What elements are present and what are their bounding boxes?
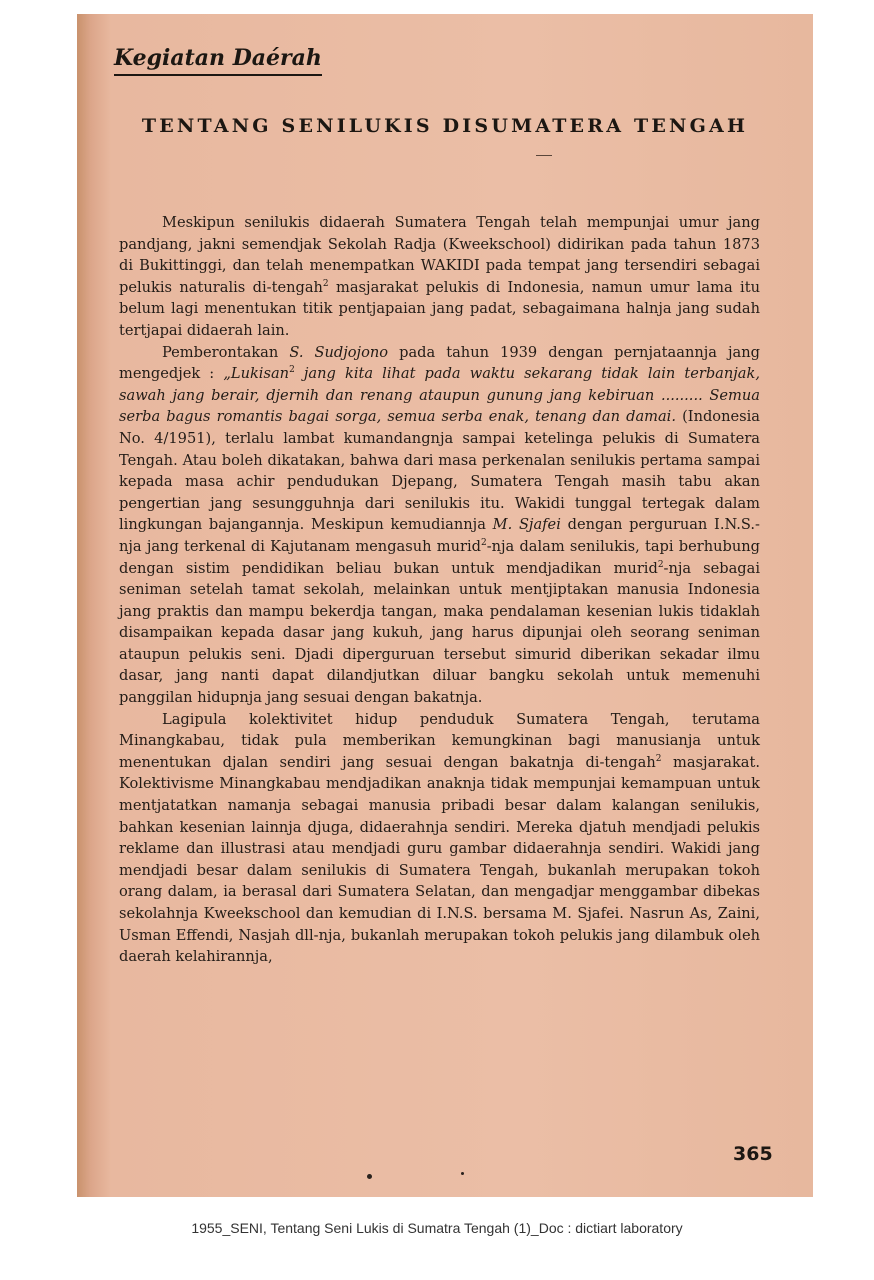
text-run: (Indonesia No. 4/1951), terlalu lambat kumandangnja sampai ketelinga pelukis di Sumatera Tengah. Atau boleh dikatakan, bahwa dari masa perkenalan senilukis pertama sampai kepada masa achir pendudukan Djepang, Sumatera Tengah masih tabu akan pengertian jang sesungguhnja dari senilukis itu. Wakidi tunggal tertegak dalam lingkungan bajangannja. Meskipun kemudiannja — [119, 408, 760, 534]
speck-mark — [367, 1174, 372, 1179]
section-label: Kegiatan Daérah — [114, 44, 322, 76]
italic-text: „Lukisan — [223, 365, 290, 383]
article-body — [119, 212, 760, 968]
superscript: 2 — [657, 559, 664, 570]
text-run: Pemberontakan — [162, 343, 290, 361]
italic-text: S. Sudjojono — [289, 343, 389, 361]
paragraph — [119, 212, 760, 342]
scanned-page — [77, 14, 813, 1197]
superscript: 2 — [655, 753, 662, 764]
text-run: Meskipun senilukis didaerah Sumatera Tengah telah mempunjai umur jang pandjang, jakni semendjak Sekolah Radja (Kweekschool) didirikan pada tahun 1873 di Bukittinggi, dan telah menempatkan WAKIDI pada tempat jang tersendiri sebagai pelukis naturalis di-tengah — [119, 214, 760, 296]
text-run: -nja dalam senilukis, tapi berhubung dengan sistim pendidikan beliau bukan untuk mendjadikan murid — [119, 537, 760, 577]
text-run: -nja sebagai seniman setelah tamat sekolah, melainkan untuk mentjiptakan manusia Indonesia jang praktis dan mampu bekerdja tangan, maka pendalaman kesenian lukis tidaklah disampaikan kepada dasar jang kukuh, jang harus dipunjai oleh seorang seniman ataupun pelukis seni. Djadi diperguruan tersebut simurid diberikan sekadar ilmu dasar, jang nanti dapat dilandjutkan diluar bangku sekolah untuk memenuhi panggilan hidupnja jang sesuai dengan bakatnja. — [119, 559, 760, 707]
article-title: TENTANG SENILUKIS DISUMATERA TENGAH — [141, 115, 749, 137]
italic-text: jang kita lihat pada waktu sekarang tidak lain terbanjak, sawah jang berair, djernih dan renang ataupun gunung jang kebiruan ......... Semua serba bagus romantis bagai sorga, semua serba enak, tenang dan damai. — [119, 365, 760, 426]
speck-mark — [461, 1172, 464, 1175]
paragraph — [119, 709, 760, 968]
superscript: 2 — [322, 278, 329, 289]
text-run: dengan perguruan I.N.S.-nja jang terkenal di Kajutanam mengasuh murid — [119, 516, 760, 555]
superscript: 2 — [289, 365, 295, 376]
paragraph — [119, 342, 760, 709]
text-run: masjarakat. Kolektivisme Minangkabau mendjadikan anaknja tidak mempunjai kemampuan untuk mentjatatkan namanja sebagai manusia pribadi besar dalam kalangan senilukis, bahkan kesenian lainnja djuga, didaerahnja sendiri. Mereka djatuh mendjadi pelukis reklame dan illustrasi atau mendjadi guru gambar didaerahnja sendiri. Wakidi jang mendjadi besar dalam senilukis di Sumatera Tengah, bukanlah merupakan tokoh orang dalam, ia berasal dari Sumatera Selatan, dan mengadjar menggambar dibekas sekolahnja Kweekschool dan kemudian di I.N.S. bersama M. Sjafei. Nasrun As, Zaini, Usman Effendi, Nasjah dll-nja, bukanlah merupakan tokoh pelukis jang dilambuk oleh daerah kelahirannja, — [119, 753, 760, 966]
italic-text: M. Sjafei — [492, 516, 561, 534]
superscript: 2 — [480, 538, 487, 549]
image-caption: 1955_SENI, Tentang Seni Lukis di Sumatra Tengah (1)_Doc : dictiart laboratory — [191, 1220, 683, 1236]
text-run: masjarakat pelukis di Indonesia, namun umur lama itu belum lagi menentukan titik pentjapaian jang padat, sebagaimana halnja jang sudah tertjapai didaerah lain. — [119, 278, 760, 339]
text-run: Lagipula kolektivitet hidup penduduk Sumatera Tengah, terutama Minangkabau, tidak pula memberikan kemungkinan bagi manusianja untuk menentukan djalan sendiri jang sesuai dengan bakatnja di-tengah — [119, 710, 760, 771]
title-divider — [536, 155, 552, 156]
page-number: 365 — [733, 1143, 773, 1165]
text-run: pada tahun 1939 dengan pernjataannja jang mengedjek : — [119, 343, 760, 383]
